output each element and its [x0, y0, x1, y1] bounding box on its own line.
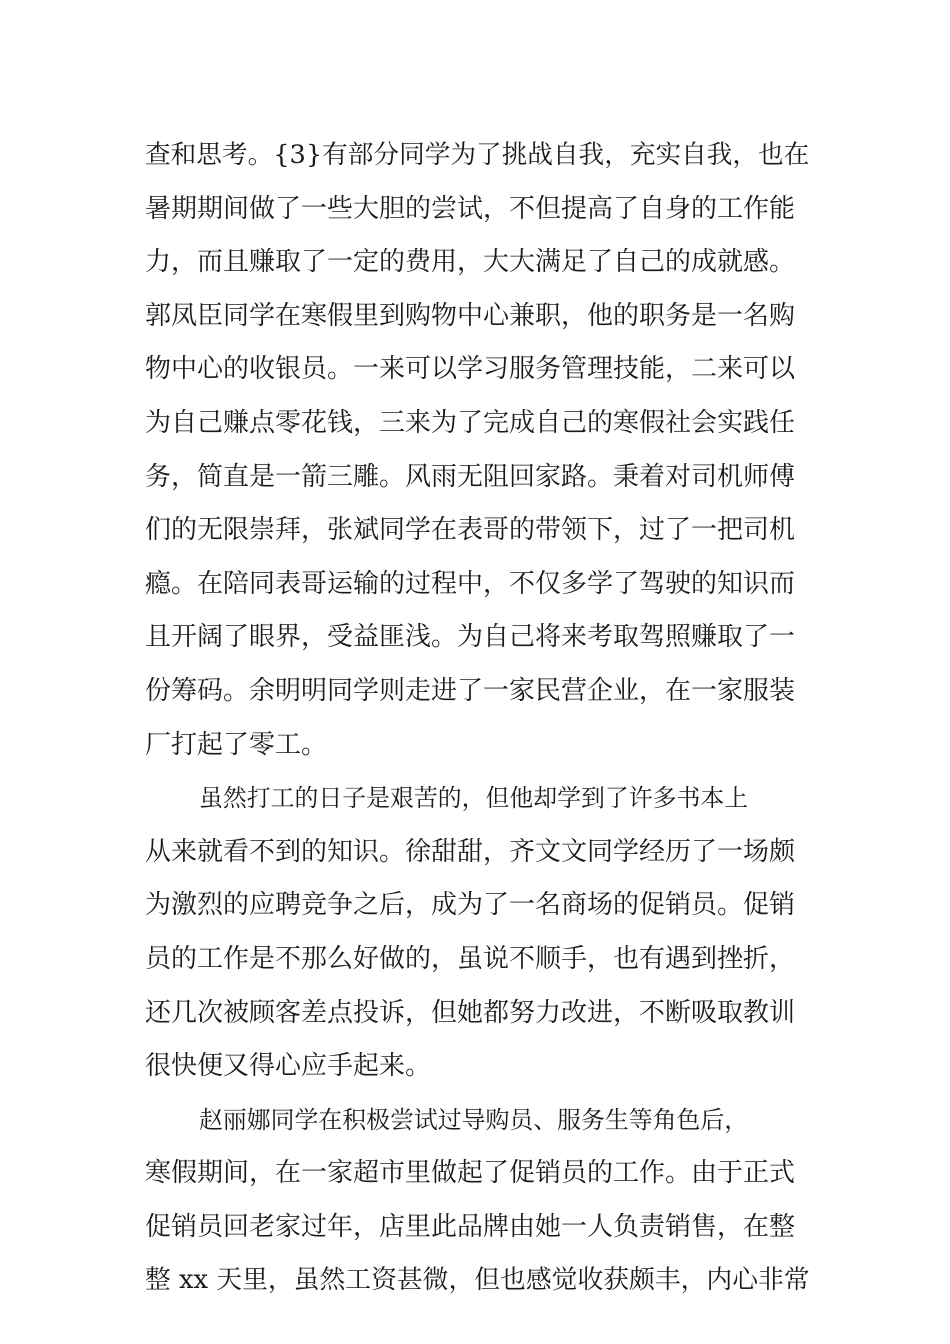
- text-line: 从来就看不到的知识。徐甜甜，齐文文同学经历了一场颇: [145, 836, 796, 867]
- text-line: 力，而且赚取了一定的费用，大大满足了自己的成就感。: [145, 247, 796, 278]
- text-line: 促销员回老家过年，店里此品牌由她一人负责销售，在整: [145, 1211, 796, 1242]
- text-line: 整 xx 天里，虽然工资甚微，但也感觉收获颇丰，内心非常: [145, 1265, 810, 1296]
- text-line: 厂打起了零工。: [145, 729, 328, 760]
- text-line: 员的工作是不那么好做的，虽说不顺手，也有遇到挫折，: [145, 943, 796, 974]
- text-line: 份筹码。余明明同学则走进了一家民营企业，在一家服装: [145, 675, 796, 706]
- text-line: 还几次被顾客差点投诉，但她都努力改进，不断吸取教训: [145, 997, 796, 1028]
- text-line: 很快便又得心应手起来。: [145, 1051, 432, 1082]
- text-line: 寒假期间，在一家超市里做起了促销员的工作。由于正式: [145, 1158, 796, 1189]
- text-line: 务，简直是一箭三雕。风雨无阻回家路。秉着对司机师傅: [145, 461, 796, 492]
- text-line: 虽然打工的日子是艰苦的，但他却学到了许多书本上: [199, 784, 749, 813]
- text-line: 为激烈的应聘竞争之后，成为了一名商场的促销员。促销: [145, 890, 796, 921]
- body-text: [145, 129, 810, 1308]
- text-line: 查和思考。{3}有部分同学为了挑战自我，充实自我，也在: [145, 140, 810, 170]
- text-line: 暑期期间做了一些大胆的尝试，不但提高了自身的工作能: [145, 193, 796, 224]
- text-line: 且开阔了眼界，受益匪浅。为自己将来考取驾照赚取了一: [145, 622, 796, 653]
- text-line: 郭凤臣同学在寒假里到购物中心兼职，他的职务是一名购: [145, 300, 796, 331]
- text-line: 瘾。在陪同表哥运输的过程中，不仅多学了驾驶的知识而: [145, 568, 796, 599]
- text-line: 赵丽娜同学在积极尝试过导购员、服务生等角色后，: [199, 1105, 749, 1134]
- text-line: 物中心的收银员。一来可以学习服务管理技能，二来可以: [145, 354, 796, 385]
- text-line: 为自己赚点零花钱，三来为了完成自己的寒假社会实践任: [145, 407, 796, 438]
- text-line: 们的无限崇拜，张斌同学在表哥的带领下，过了一把司机: [145, 515, 796, 546]
